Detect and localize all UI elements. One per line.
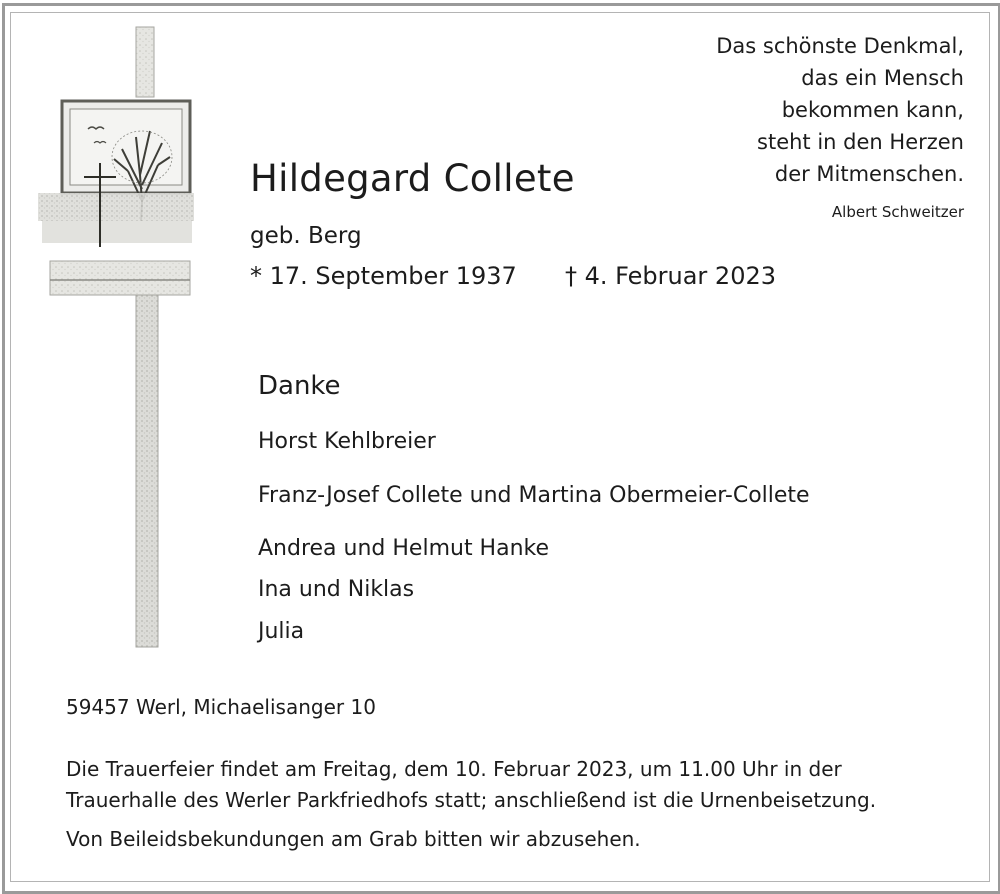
funeral-line-1: Die Trauerfeier findet am Freitag, dem 10. Februar 2023, um 11.00 Uhr in der (66, 757, 842, 781)
signer-2: Franz-Josef Collete und Martina Obermeier-Collete (258, 483, 810, 508)
quote-author: Albert Schweitzer (831, 203, 964, 221)
birth-date: * 17. September 1937 (250, 262, 517, 290)
address: 59457 Werl, Michaelisanger 10 (66, 695, 376, 719)
quote-line-5: der Mitmenschen. (774, 162, 964, 186)
signer-3: Andrea und Helmut Hanke (258, 536, 550, 561)
deceased-name: Hildegard Collete (250, 157, 575, 200)
quote-line-2: das ein Mensch (801, 66, 964, 90)
quote-line-1: Das schönste Denkmal, (716, 34, 964, 58)
quote-line-4: steht in den Herzen (757, 130, 964, 154)
thanks-heading: Danke (258, 371, 341, 401)
condolence-note: Von Beileidsbekundungen am Grab bitten wir abzusehen. (66, 827, 641, 851)
signer-1: Horst Kehlbreier (258, 429, 436, 454)
cross-tree-artwork-icon (36, 25, 196, 650)
signer-4: Ina und Niklas (258, 577, 415, 602)
death-date: † 4. Februar 2023 (565, 262, 777, 290)
quote-line-3: bekommen kann, (781, 98, 964, 122)
maiden-name: geb. Berg (250, 223, 362, 249)
funeral-line-2: Trauerhalle des Werler Parkfriedhofs statt; anschließend ist die Urnenbeisetzung. (66, 788, 877, 812)
signer-5: Julia (258, 619, 305, 644)
